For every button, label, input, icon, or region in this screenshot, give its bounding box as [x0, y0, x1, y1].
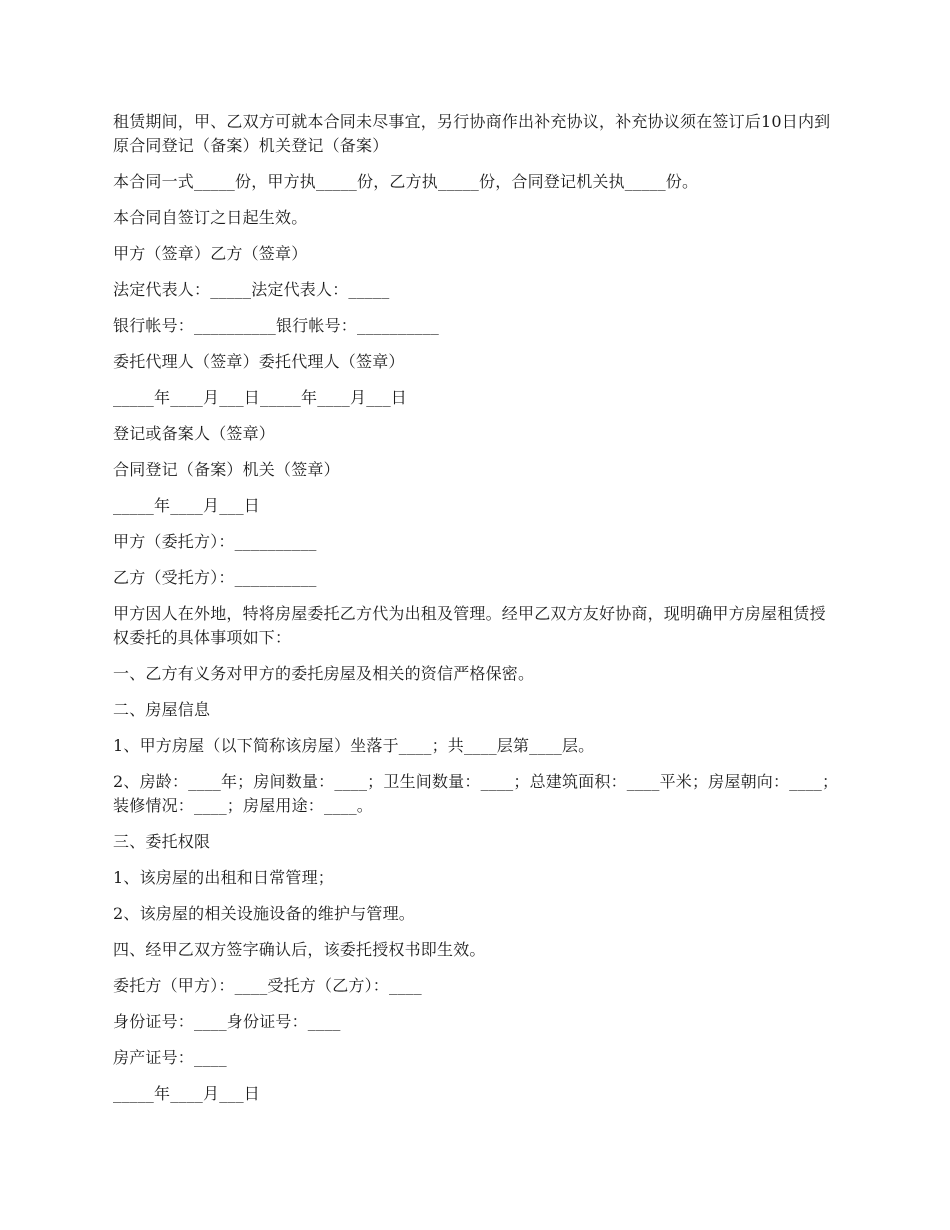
paragraph-legal-representative: 法定代表人：_____法定代表人：_____ [113, 280, 390, 299]
paragraph-agent-party: 乙方（受托方）：__________ [113, 568, 317, 587]
paragraph-entrustment-intro: 甲方因人在外地，特将房屋委托乙方代为出租及管理。经甲乙双方友好协商，现明确甲方房屋租赁授权委托的具体事项如下： [113, 604, 826, 647]
paragraph-registration-authority: 合同登记（备案）机关（签章） [113, 460, 340, 479]
paragraph-entrustment-parties: 委托方（甲方）：____受托方（乙方）：____ [113, 976, 422, 995]
paragraph-property-certificate: 房产证号：____ [113, 1048, 227, 1067]
paragraph-final-date: _____年____月___日 [113, 1084, 261, 1103]
paragraph-section-confidentiality: 一、乙方有义务对甲方的委托房屋及相关的资信严格保密。 [113, 664, 535, 683]
paragraph-party-signatures: 甲方（签章）乙方（签章） [113, 244, 308, 263]
paragraph-bank-account: 银行帐号：__________银行帐号：__________ [113, 316, 440, 335]
paragraph-property-details: 2、房龄：____年；房间数量：____；卫生间数量：____；总建筑面积：____平米；房屋朝向：____；装修情况：____；房屋用途：____。 [113, 772, 839, 815]
paragraph-registration-date: _____年____月___日 [113, 496, 261, 515]
paragraph-section-property-info: 二、房屋信息 [113, 700, 211, 719]
paragraph-authority-rental: 1、该房屋的出租和日常管理； [113, 868, 334, 887]
paragraph-effective: 本合同自签订之日起生效。 [113, 208, 308, 227]
paragraph-section-authority: 三、委托权限 [113, 832, 211, 851]
paragraph-section-effective: 四、经甲乙双方签字确认后，该委托授权书即生效。 [113, 940, 486, 959]
paragraph-registrar-signature: 登记或备案人（签章） [113, 424, 276, 443]
paragraph-authority-maintenance: 2、该房屋的相关设施设备的维护与管理。 [113, 904, 415, 923]
paragraph-id-numbers: 身份证号：____身份证号：____ [113, 1012, 341, 1031]
paragraph-supplement-agreement: 租赁期间，甲、乙双方可就本合同未尽事宜，另行协商作出补充协议，补充协议须在签订后10日内到原合同登记（备案）机关登记（备案） [113, 112, 831, 155]
document-page [113, 110, 840, 1118]
paragraph-signing-dates: _____年____月___日_____年____月___日 [113, 388, 408, 407]
paragraph-copies: 本合同一式_____份，甲方执_____份，乙方执_____份，合同登记机关执_____份。 [113, 172, 699, 191]
paragraph-property-location: 1、甲方房屋（以下简称该房屋）坐落于____；共____层第____层。 [113, 736, 595, 755]
paragraph-agent-signatures: 委托代理人（签章）委托代理人（签章） [113, 352, 405, 371]
paragraph-principal-party: 甲方（委托方）：__________ [113, 532, 317, 551]
